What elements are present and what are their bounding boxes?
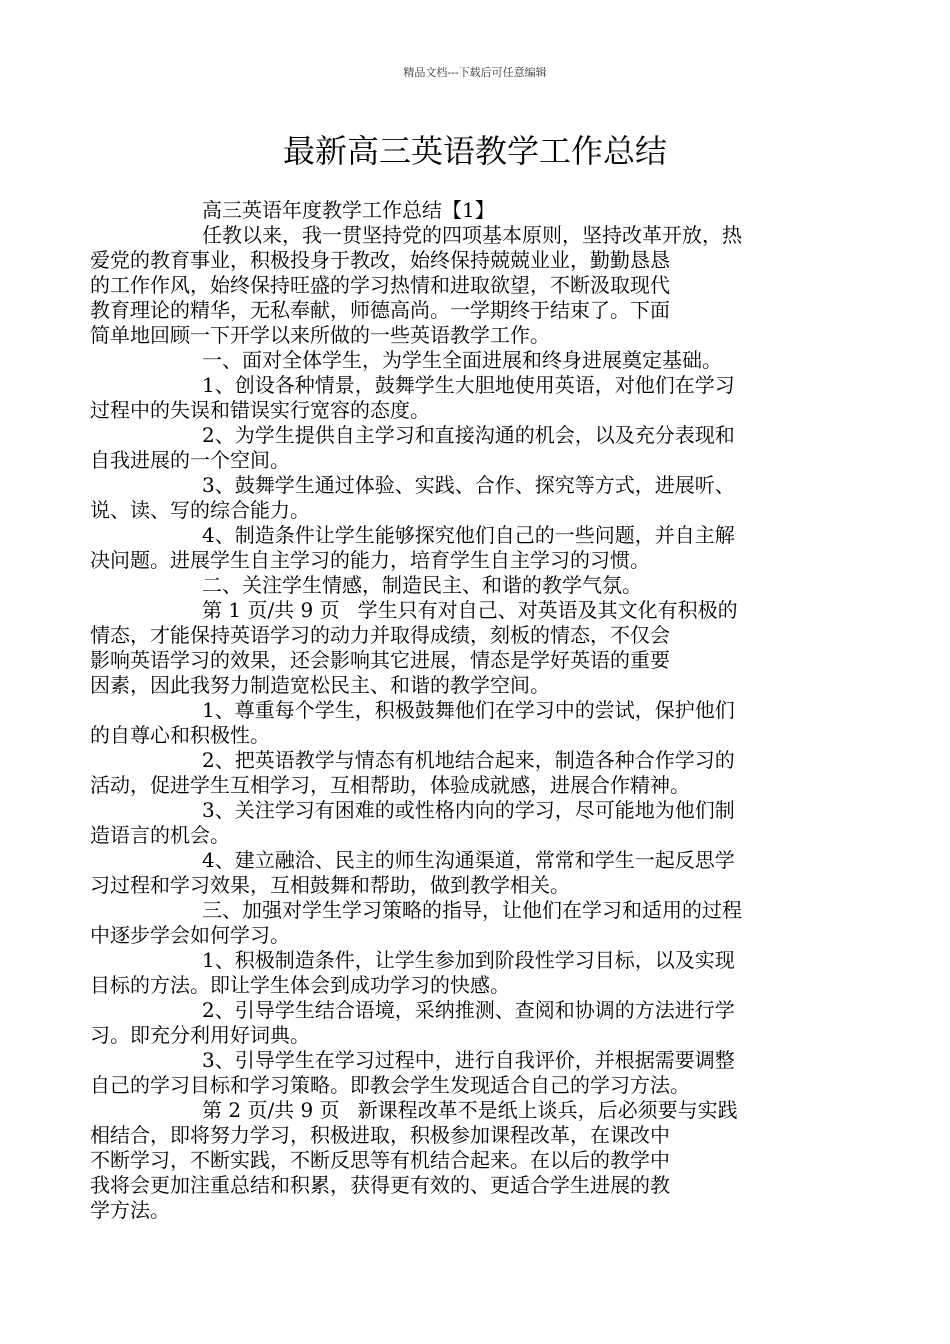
line-text: 自我进展的一个空间。 xyxy=(90,448,290,472)
line-text: 新课程改革不是纸上谈兵，后必须要与实践 xyxy=(357,1098,738,1122)
paragraph xyxy=(90,598,810,698)
paragraph-line xyxy=(146,848,810,873)
line-text: 我将会更加注重总结和积累，获得更有效的、更适合学生进展的教 xyxy=(90,1173,670,1197)
paragraph-line xyxy=(90,823,810,848)
paragraph-line xyxy=(146,898,810,923)
line-text: 4、制造条件让学生能够探究他们自己的一些问题，并自主解 xyxy=(202,523,735,547)
paragraph-line xyxy=(146,223,810,248)
paragraph-line xyxy=(146,1048,810,1073)
paragraph-line xyxy=(90,323,810,348)
paragraph-line xyxy=(146,1098,810,1123)
line-text: 2、引导学生结合语境，采纳推测、查阅和协调的方法进行学 xyxy=(202,998,735,1022)
paragraph-line xyxy=(90,1173,810,1198)
paragraph xyxy=(90,373,810,423)
paragraph xyxy=(90,1098,810,1223)
line-text: 造语言的机会。 xyxy=(90,823,230,847)
line-text: 1、积极制造条件，让学生参加到阶段性学习目标，以及实现 xyxy=(202,948,735,972)
paragraph-line xyxy=(90,448,810,473)
paragraph-line xyxy=(146,748,810,773)
paragraph xyxy=(90,998,810,1048)
paragraph-line xyxy=(90,1123,810,1148)
paragraph-line xyxy=(90,548,810,573)
paragraph xyxy=(90,473,810,523)
paragraph xyxy=(90,698,810,748)
line-text: 一、面对全体学生，为学生全面进展和终身进展奠定基础。 xyxy=(202,348,722,372)
paragraph-line xyxy=(90,623,810,648)
paragraph-line xyxy=(146,698,810,723)
line-text: 爱党的教育事业，积极投身于教改，始终保持兢兢业业，勤勤恳恳 xyxy=(90,248,670,272)
line-text: 说、读、写的综合能力。 xyxy=(90,498,310,522)
paragraph-line xyxy=(90,1023,810,1048)
line-text: 习。即充分利用好词典。 xyxy=(90,1023,310,1047)
line-text: 三、加强对学生学习策略的指导，让他们在学习和适用的过程 xyxy=(202,898,742,922)
line-text: 1、创设各种情景，鼓舞学生大胆地使用英语，对他们在学习 xyxy=(202,373,735,397)
line-text: 影响英语学习的效果，还会影响其它进展，情态是学好英语的重要 xyxy=(90,648,670,672)
line-text: 任教以来，我一贯坚持党的四项基本原则，坚持改革开放，热 xyxy=(202,223,742,247)
paragraph-line xyxy=(146,948,810,973)
line-text: 自己的学习目标和学习策略。即教会学生发现适合自己的学习方法。 xyxy=(90,1073,690,1097)
line-text: 3、引导学生在学习过程中，进行自我评价，并根据需要调整 xyxy=(202,1048,735,1072)
line-text: 过程中的失误和错误实行宽容的态度。 xyxy=(90,398,430,422)
document-title: 最新高三英语教学工作总结 xyxy=(282,132,667,170)
paragraph xyxy=(146,348,810,373)
paragraph-line xyxy=(146,423,810,448)
paragraph-line xyxy=(146,798,810,823)
paragraph-line xyxy=(90,773,810,798)
line-text: 中逐步学会如何学习。 xyxy=(90,923,290,947)
line-text: 学方法。 xyxy=(90,1198,170,1222)
paragraph-line xyxy=(90,1148,810,1173)
paragraph-line xyxy=(146,198,810,223)
paragraph-line xyxy=(146,473,810,498)
paragraph-line xyxy=(146,598,810,623)
line-text: 活动，促进学生互相学习，互相帮助，体验成就感，进展合作精神。 xyxy=(90,773,690,797)
paragraph-line xyxy=(90,973,810,998)
header-note: 精品文档---下载后可任意编辑 xyxy=(403,66,547,79)
line-text: 目标的方法。即让学生体会到成功学习的快感。 xyxy=(90,973,510,997)
line-text: 二、关注学生情感，制造民主、和谐的教学气氛。 xyxy=(202,573,642,597)
paragraph xyxy=(146,573,810,598)
paragraph-line xyxy=(146,573,810,598)
line-text: 2、把英语教学与情态有机地结合起来，制造各种合作学习的 xyxy=(202,748,735,772)
line-text: 情态，才能保持英语学习的动力并取得成绩，刻板的情态，不仅会 xyxy=(90,623,670,647)
page-marker: 第 1 页/共 9 页 xyxy=(202,598,340,622)
paragraph xyxy=(90,523,810,573)
paragraph xyxy=(90,423,810,473)
paragraph xyxy=(90,1048,810,1098)
line-text: 相结合，即将努力学习，积极进取，积极参加课程改革，在课改中 xyxy=(90,1123,670,1147)
line-text: 决问题。进展学生自主学习的能力，培育学生自主学习的习惯。 xyxy=(90,548,650,572)
paragraph-line xyxy=(146,348,810,373)
paragraph xyxy=(90,223,810,348)
paragraph xyxy=(90,748,810,798)
paragraph-line xyxy=(90,723,810,748)
page-marker: 第 2 页/共 9 页 xyxy=(202,1098,340,1122)
paragraph-line xyxy=(90,873,810,898)
paragraph-line xyxy=(90,1073,810,1098)
paragraph xyxy=(90,798,810,848)
paragraph-line xyxy=(90,1198,810,1223)
line-text: 学生只有对自己、对英语及其文化有积极的 xyxy=(357,598,738,622)
paragraph-line xyxy=(90,673,810,698)
line-text: 教育理论的精华，无私奉献，师德高尚。一学期终于结束了。下面 xyxy=(90,298,670,322)
line-text: 4、建立融洽、民主的师生沟通渠道，常常和学生一起反思学 xyxy=(202,848,735,872)
line-text: 简单地回顾一下开学以来所做的一些英语教学工作。 xyxy=(90,323,550,347)
paragraph-line xyxy=(90,273,810,298)
paragraph xyxy=(90,898,810,948)
paragraph-line xyxy=(146,523,810,548)
paragraph xyxy=(146,198,810,223)
paragraph-line xyxy=(146,998,810,1023)
line-text: 的工作作风，始终保持旺盛的学习热情和进取欲望，不断汲取现代 xyxy=(90,273,670,297)
paragraph-line xyxy=(90,923,810,948)
paragraph-line xyxy=(90,498,810,523)
line-text: 习过程和学习效果，互相鼓舞和帮助，做到教学相关。 xyxy=(90,873,570,897)
line-text: 不断学习，不断实践，不断反思等有机结合起来。在以后的教学中 xyxy=(90,1148,670,1172)
line-text: 高三英语年度教学工作总结【1】 xyxy=(202,198,495,222)
paragraph xyxy=(90,948,810,998)
paragraph xyxy=(90,848,810,898)
paragraph-line xyxy=(90,648,810,673)
line-text: 3、关注学习有困难的或性格内向的学习，尽可能地为他们制 xyxy=(202,798,735,822)
line-text: 3、鼓舞学生通过体验、实践、合作、探究等方式，进展听、 xyxy=(202,473,735,497)
paragraph-line xyxy=(90,398,810,423)
document-body xyxy=(90,198,810,1223)
paragraph-line xyxy=(146,373,810,398)
line-text: 2、为学生提供自主学习和直接沟通的机会，以及充分表现和 xyxy=(202,423,735,447)
paragraph-line xyxy=(90,298,810,323)
line-text: 的自尊心和积极性。 xyxy=(90,723,270,747)
line-text: 因素，因此我努力制造宽松民主、和谐的教学空间。 xyxy=(90,673,550,697)
line-text: 1、尊重每个学生，积极鼓舞他们在学习中的尝试，保护他们 xyxy=(202,698,735,722)
paragraph-line xyxy=(90,248,810,273)
